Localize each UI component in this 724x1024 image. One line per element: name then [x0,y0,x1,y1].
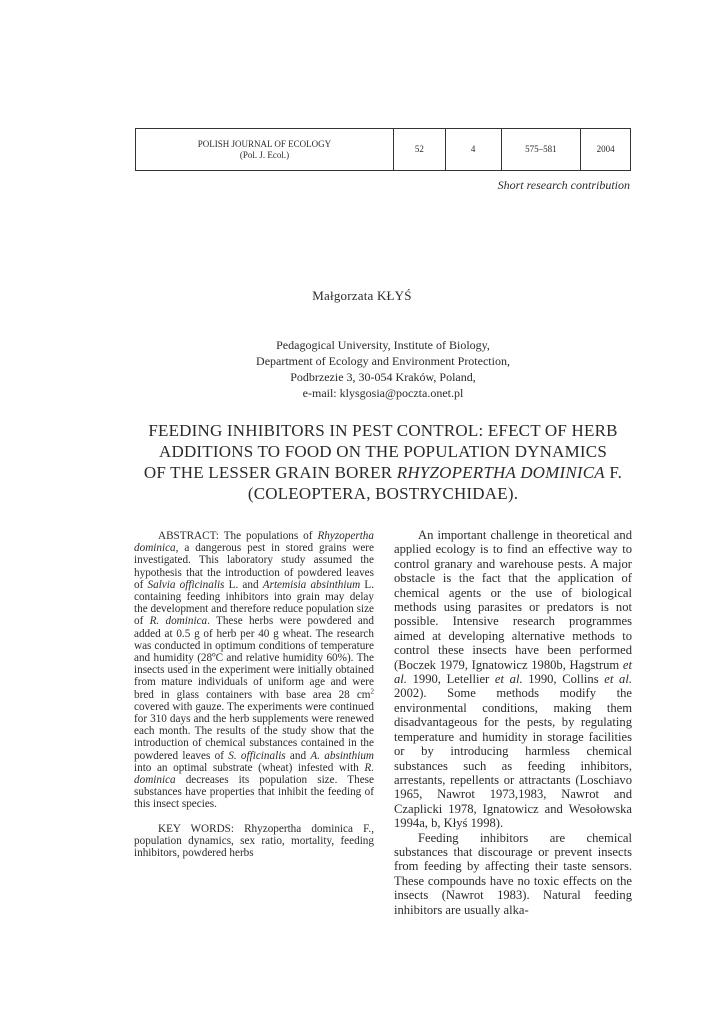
title-line: FEEDING INHIBITORS IN PEST CONTROL: EFECT OF HERB [148,421,618,440]
abstract-text: L. containing feeding inhibitors into grain may delay the development and therefore reduce population size of [134,578,375,628]
species-name: Salvia officinalis [147,578,225,591]
abstract-text: ABSTRACT: The populations of [158,530,318,542]
species-name: A. absinthium [310,749,375,762]
affiliation-line: Podbrzezie 3, 30-054 Kraków, Poland, [290,370,476,384]
abstract-paragraph [134,530,374,811]
species-name: S. officinalis [228,749,286,762]
abstract-text: . These herbs were powdered and added at 0.5 g of herb per 40 g wheat. The research was conducted in optimum conditions of temperature and humidity (28ºC and relative humidity 60%). The insects used in the experiment were initially obtained from mature individuals of uniform age and were bred in glass containers with base area 28 cm [134,615,374,701]
journal-abbrev: (Pol. J. Ecol.) [239,149,290,160]
issue: 4 [470,144,476,154]
species-name: Artemisia absinthium [262,578,361,591]
abstract-text: L. and [224,578,263,591]
species-name: Rhyzopertha dominica [134,530,374,555]
abstract-text: into an optimal substrate (wheat) infested with [134,761,365,774]
affiliation-line: Department of Ecology and Environment Protection, [256,354,510,368]
abstract-text: covered with gauze. The experiments were continued for 310 days and the herb supplements were renewed each month. The results of the study show that the introduction of chemical substances contained in the powdered leaves of [134,700,374,762]
abstract-column [134,530,374,859]
intro-paragraph [394,528,632,831]
title-text: F. [604,463,623,482]
pages: 575–581 [525,144,557,154]
pages-cell [502,129,582,170]
body-text: 1990, Letellier [406,672,495,687]
volume: 52 [414,144,424,154]
affiliation [0,337,724,401]
affiliation-email: e-mail: klysgosia@poczta.onet.pl [302,386,464,400]
keywords: KEY WORDS: Rhyzopertha dominica F., population dynamics, sex ratio, mortality, feeding inhibitors, powdered herbs [134,822,374,860]
citation-etal: et al. [604,672,632,687]
body-text: An important challenge in theoretical and applied ecology is to find an effective way to control granary and warehouse pests. A major obstacle is the fact that the application of chemical agents or the use of biological methods using parasites or predators is not possible. Intensive research programmes aimed at developing alternative methods to control these insects have been performed (Boczek 1979, Ignatowicz 1980b, Hagstrum [394,528,632,672]
body-text: 1990, Collins [522,672,605,687]
affiliation-line: Pedagogical University, Institute of Biology, [276,338,490,352]
introduction-column [394,528,632,917]
title-text: OF THE LESSER GRAIN BORER [143,463,397,482]
superscript: 2 [370,686,374,695]
journal-name-cell [136,129,394,170]
year-cell [581,129,630,170]
issue-cell [446,129,502,170]
abstract-text: and [285,749,311,762]
body-text: 2002). Some methods modify the environmental conditions, making them disadvantageous for the pests, by regulating temperature and humidity in storage facilities or by introducing harmless chemical substances such as feeding inhibitors, arrestants, repellents or attractants (Loschiavo 1965, Nawrot 1973,1983, Nawrot and Czaplicki 1978, Ignatowicz and Wesołowska 1994a, b, Kłyś 1998). [394,686,632,831]
citation-etal: et al. [394,657,632,687]
journal-header-table [135,128,631,171]
paper-title [0,420,724,504]
title-line [0,462,724,483]
author-name: Małgorzata KŁYŚ [312,288,412,303]
citation-etal: et al. [494,672,523,687]
year: 2004 [596,144,615,154]
abstract-text: , a dangerous pest in stored grains were investigated. This laboratory study assumed the hypothesis that the introduction of powdered leaves of [134,542,374,591]
title-line: ADDITIONS TO FOOD ON THE POPULATION DYNAMICS [159,442,607,461]
contribution-type: Short research contribution [497,178,630,192]
title-line: (COLEOPTERA, BOSTRYCHIDAE). [247,484,519,503]
abstract-text: decreases its population size. These substances have properties that inhibit the feeding of this insect species. [134,774,374,811]
species-name: R. dominica [149,615,208,628]
journal-name: POLISH JOURNAL OF ECOLOGY [197,138,332,149]
title-species: RHYZOPERTHA DOMINICA [396,463,605,482]
volume-cell [394,129,446,170]
species-name: R. dominica [134,761,374,787]
intro-paragraph: Feeding inhibitors are chemical substances that discourage or prevent insects from feeding by affecting their taste sensors. These compounds have no toxic effects on the insects (Nawrot 1983). Natural feeding inhibitors are usually alka- [394,830,632,917]
